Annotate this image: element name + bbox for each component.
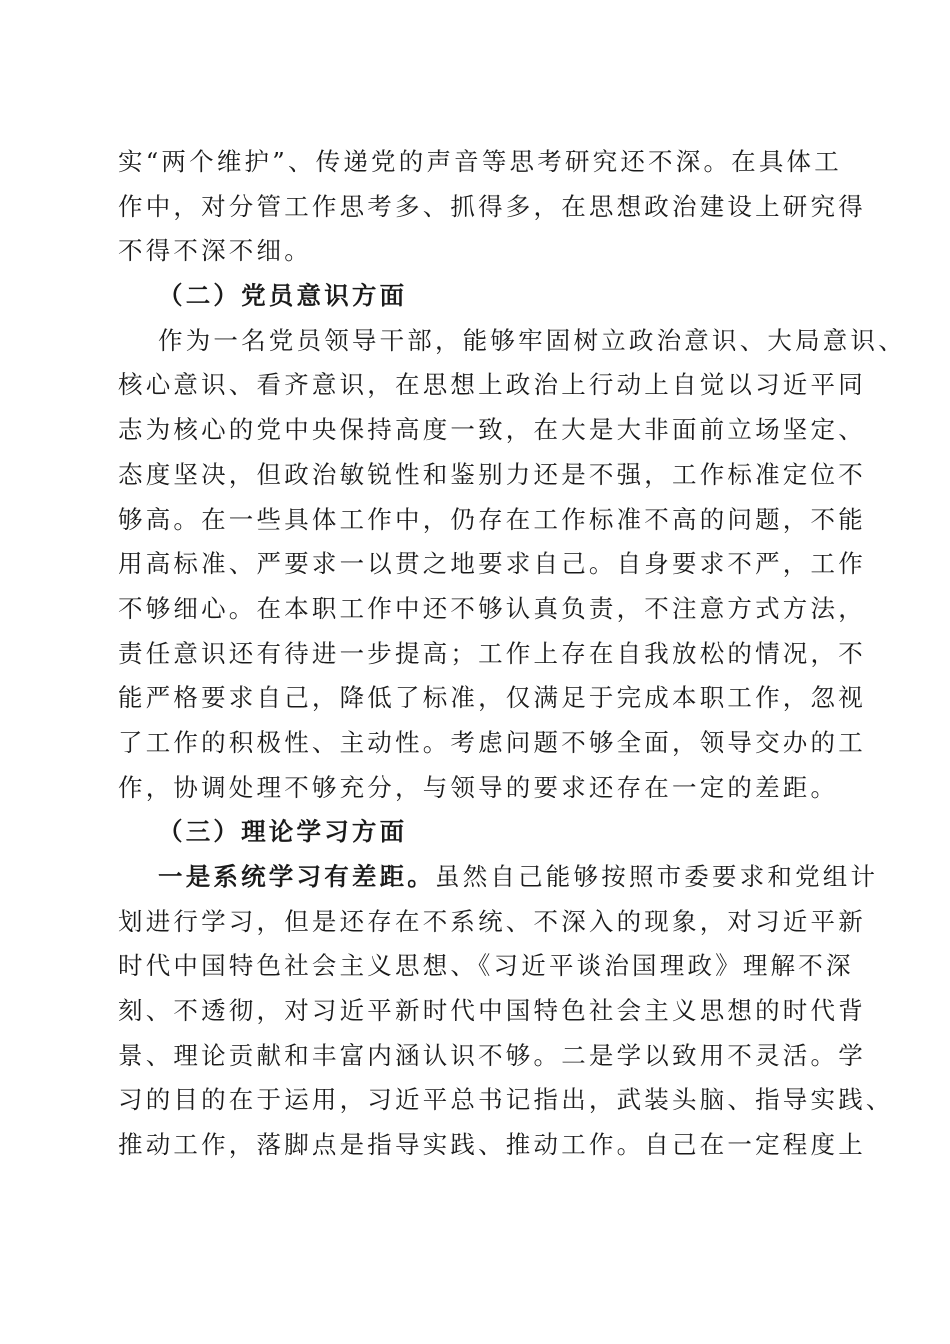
text-line: 作为一名党员领导干部，能够牢固树立政治意识、大局意识、 [158,325,906,355]
section-heading-party-awareness: （二）党员意识方面 [158,281,408,311]
text-line: 景、理论贡献和丰富内涵认识不够。二是学以致用不灵活。学 [118,1040,866,1070]
text-line [118,855,879,900]
text-line: 实“两个维护”、传递党的声音等思考研究还不深。在具体工 [118,147,842,176]
lead-phrase: 一是系统学习有差距。 [158,862,435,891]
text-line: 不够细心。在本职工作中还不够认真负责，不注意方式方法， [118,593,866,623]
text-line: 志为核心的党中央保持高度一致，在大是大非面前立场坚定、 [118,415,866,445]
text-line: 推动工作，落脚点是指导实践、推动工作。自己在一定程度上 [118,1130,866,1160]
text-line: 划进行学习，但是还存在不系统、不深入的现象，对习近平新 [118,906,866,936]
text-line: 态度坚决，但政治敏锐性和鉴别力还是不强，工作标准定位不 [118,459,866,489]
text-line: 能严格要求自己，降低了标准，仅满足于完成本职工作，忽视 [118,683,866,713]
text-line: 了工作的积极性、主动性。考虑问题不够全面，领导交办的工 [118,727,866,757]
text-line: 责任意识还有待进一步提高；工作上存在自我放松的情况，不 [118,638,866,668]
section-heading-theory-study: （三）理论学习方面 [158,817,408,847]
document-body [118,140,906,1168]
text-line: 习的目的在于运用，习近平总书记指出，武装头脑、指导实践、 [118,1085,894,1115]
text-line: 时代中国特色社会主义思想、《习近平谈治国理政》理解不深 [118,951,854,981]
text-line: 作，协调处理不够充分，与领导的要求还存在一定的差距。 [118,772,839,802]
text-line: 核心意识、看齐意识，在思想上政治上行动上自觉以习近平同 [118,370,866,400]
text-line: 用高标准、严要求一以贯之地要求自己。自身要求不严，工作 [118,549,866,579]
text-line: 够高。在一些具体工作中，仍存在工作标准不高的问题，不能 [118,504,866,534]
text-line: 作中，对分管工作思考多、抓得多，在思想政治建设上研究得 [118,191,866,221]
text-line: 刻、不透彻，对习近平新时代中国特色社会主义思想的时代背 [118,996,866,1026]
text-segment: 虽然自己能够按照市委要求和党组计 [435,862,879,891]
text-line: 不得不深不细。 [118,236,312,266]
